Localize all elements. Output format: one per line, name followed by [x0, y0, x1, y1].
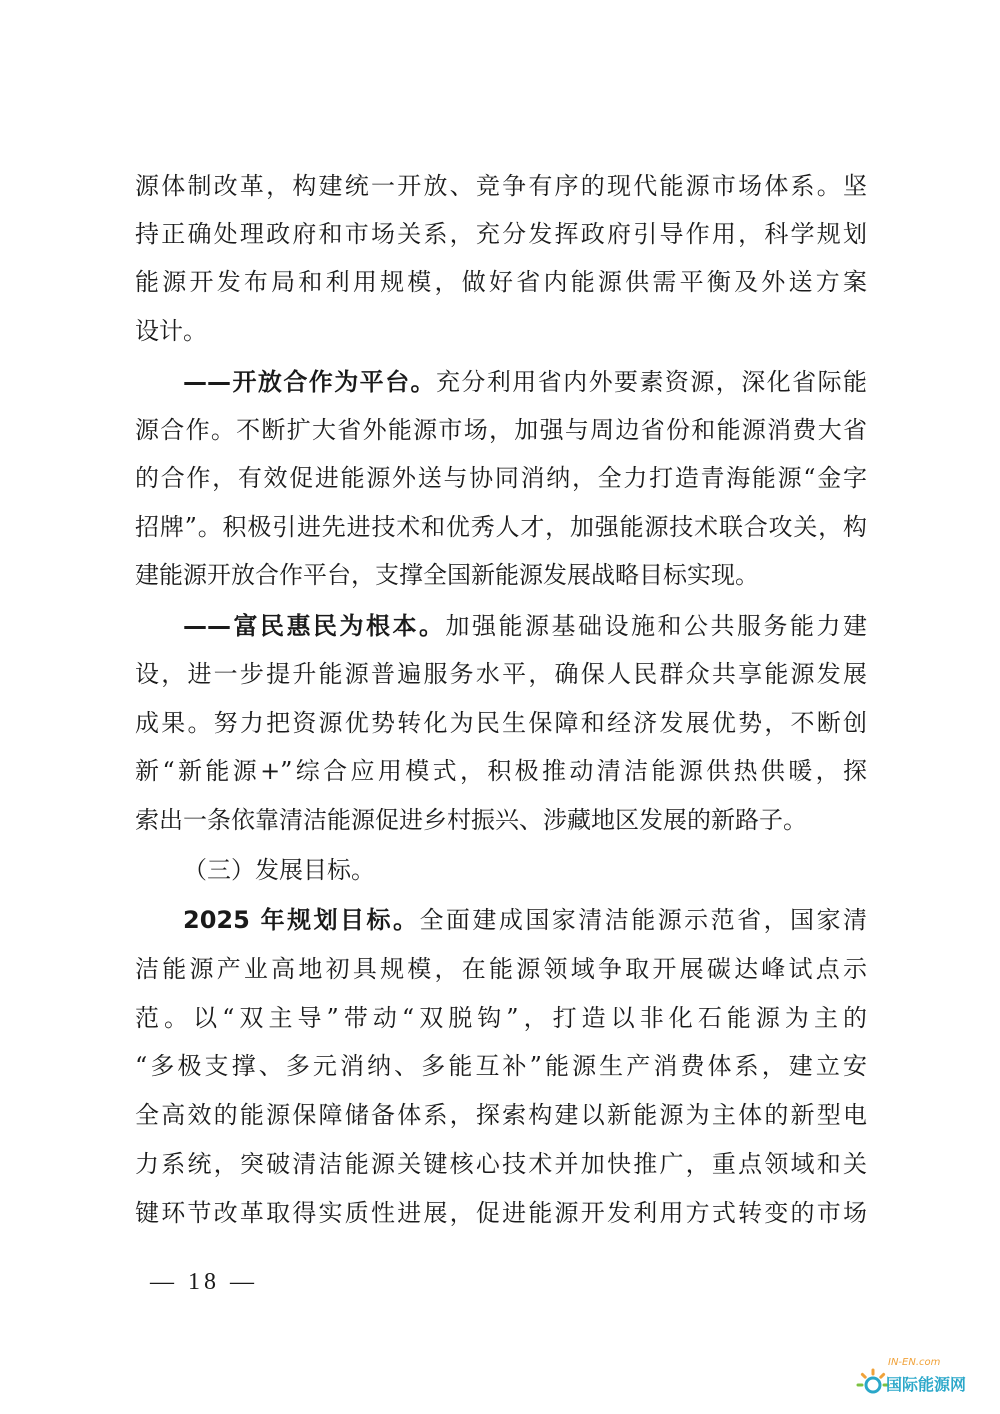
watermark-logo [856, 1356, 996, 1410]
text-line: 招牌”。积极引进先进技术和优秀人才，加强能源技术联合攻关，构 [135, 513, 867, 541]
sun-logo-icon [856, 1368, 890, 1402]
text-line: 设，进一步提升能源普遍服务水平，确保人民群众共享能源发展 [135, 660, 867, 688]
text-line: 能源开发布局和利用规模，做好省内能源供需平衡及外送方案 [135, 268, 867, 296]
text-line: 持正确处理政府和市场关系，充分发挥政府引导作用，科学规划 [135, 220, 867, 248]
text-line: 全高效的能源保障储备体系，探索构建以新能源为主体的新型电 [135, 1101, 867, 1129]
text-line: 源体制改革，构建统一开放、竞争有序的现代能源市场体系。坚 [135, 172, 867, 200]
paragraph-first-line [183, 362, 867, 402]
text-line: 新“新能源+”综合应用模式，积极推动清洁能源供热供暖，探 [135, 757, 867, 785]
paragraph-first-line [183, 900, 867, 940]
text-line: “多极支撑、多元消纳、多能互补”能源生产消费体系，建立安 [135, 1052, 867, 1080]
text-line: 洁能源产业高地初具规模，在能源领域争取开展碳达峰试点示 [135, 955, 867, 983]
text-line: 索出一条依靠清洁能源促进乡村振兴、涉藏地区发展的新路子。 [135, 806, 807, 834]
subsection-heading: （三）发展目标。 [183, 856, 375, 884]
text-span: 充分利用省内外要素资源，深化省际能 [435, 368, 868, 396]
text-line: 设计。 [135, 317, 207, 345]
text-line: 建能源开放合作平台，支撑全国新能源发展战略目标实现。 [135, 561, 759, 589]
text-line: 源合作。不断扩大省外能源市场，加强与周边省份和能源消费大省 [135, 416, 867, 444]
text-line: 键环节改革取得实质性进展，促进能源开发利用方式转变的市场 [135, 1199, 867, 1227]
text-line: 成果。努力把资源优势转化为民生保障和经济发展优势，不断创 [135, 709, 867, 737]
section-heading: ——开放合作为平台。 [183, 368, 436, 396]
section-heading: 2025 年规划目标。 [183, 906, 420, 934]
watermark-brand: 国际能源网 [886, 1375, 967, 1394]
text-line: 范。以“双主导”带动“双脱钩”，打造以非化石能源为主的 [135, 1004, 867, 1032]
paragraph-first-line [183, 606, 867, 646]
text-span: 加强能源基础设施和公共服务能力建 [445, 612, 867, 640]
text-line: 力系统，突破清洁能源关键核心技术并加快推广，重点领域和关 [135, 1150, 867, 1178]
watermark-domain: IN-EN.com [888, 1357, 941, 1368]
page-number: — 18 — [150, 1269, 258, 1295]
text-span: 全面建成国家清洁能源示范省，国家清 [419, 906, 867, 934]
text-line: 的合作，有效促进能源外送与协同消纳，全力打造青海能源“金字 [135, 464, 867, 492]
section-heading: ——富民惠民为根本。 [183, 612, 446, 640]
